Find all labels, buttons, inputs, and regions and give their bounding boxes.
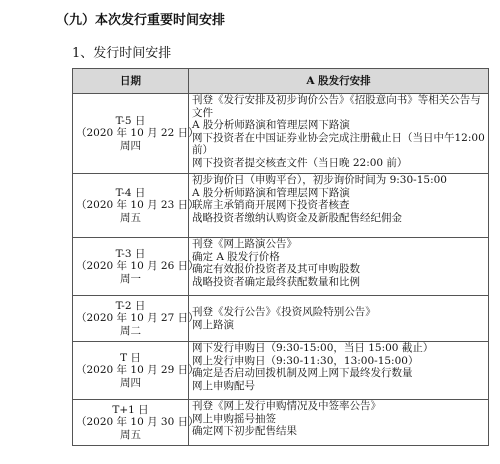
arrangement-item: 刊登《网上发行申购情况及中签率公告》 <box>192 400 381 412</box>
arrangement-item: 联席主承销商开展网下投资者核查 <box>192 199 350 212</box>
date-cell <box>73 174 199 238</box>
date-cell <box>73 400 199 446</box>
arrangement-item: 刊登《网上路演公告》 <box>192 238 297 250</box>
arrangement-item: 战略投资者缴纳认购资金及新股配售经纪佣金 <box>192 211 402 224</box>
weekday: 周一 <box>120 272 141 285</box>
table-row <box>73 238 489 296</box>
day-label: T 日 <box>120 351 141 364</box>
day-label: T-5 日 <box>115 114 146 127</box>
calendar-date: （2020 年 10 月 26 日） <box>76 260 199 273</box>
weekday: 周五 <box>120 211 141 224</box>
date-cell <box>73 94 199 174</box>
arrangement-item: 网下发行申购日（9:30-15:00，当日 15:00 截止） <box>192 342 434 354</box>
arrangement-item: A 股分析师路演和管理层网下路演 <box>192 119 350 132</box>
table-row <box>73 342 489 400</box>
calendar-date: （2020 年 10 月 30 日） <box>76 416 199 429</box>
date-cell <box>73 342 199 400</box>
arrangement-cell <box>189 296 489 342</box>
weekday: 周五 <box>120 428 141 441</box>
issuance-schedule-table <box>72 68 489 446</box>
weekday: 周四 <box>120 139 141 152</box>
arrangement-item: 战略投资者确定最终获配数量和比例 <box>192 275 360 288</box>
subsection-title: 1、发行时间安排 <box>72 46 172 61</box>
table-row <box>73 296 489 342</box>
arrangement-item: A 股分析师路演和管理层网下路演 <box>192 186 350 199</box>
table-row <box>73 174 489 238</box>
day-label: T-4 日 <box>115 186 146 199</box>
arrangement-item: 网上路演 <box>192 318 234 331</box>
arrangement-item: 刊登《发行安排及初步询价公告》《招股意向书》等相关公告与文件 <box>192 94 481 119</box>
weekday: 周二 <box>120 324 141 337</box>
date-cell <box>73 296 199 342</box>
arrangement-item: 确定有效报价投资者及其可申购股数 <box>192 263 360 276</box>
header-date: 日期 <box>73 69 189 94</box>
calendar-date: （2020 年 10 月 27 日） <box>76 312 199 325</box>
table-row <box>73 400 489 446</box>
header-arrangement: A 股发行安排 <box>189 69 489 94</box>
arrangement-cell <box>189 94 489 174</box>
arrangement-item: 网下投资者在中国证券业协会完成注册截止日（当日中午12:00 前） <box>192 131 485 157</box>
day-label: T-2 日 <box>115 299 146 312</box>
arrangement-cell <box>189 238 489 296</box>
calendar-date: （2020 年 10 月 22 日） <box>76 127 199 140</box>
date-cell <box>73 238 199 296</box>
calendar-date: （2020 年 10 月 29 日） <box>76 364 199 377</box>
arrangement-item: 网上申购摇号抽签 <box>192 412 276 425</box>
arrangement-cell <box>189 342 489 400</box>
arrangement-cell <box>189 400 489 446</box>
arrangement-item: 刊登《发行公告》《投资风险特别公告》 <box>192 305 376 318</box>
section-title: （九）本次发行重要时间安排 <box>56 13 226 28</box>
arrangement-item: 确定是否启动回拨机制及网上网下最终发行数量 <box>192 367 413 380</box>
calendar-date: （2020 年 10 月 23 日） <box>76 199 199 212</box>
arrangement-item: 初步询价日（申购平台），初步询价时间为 9:30-15:00 <box>192 174 447 186</box>
arrangement-item: 确定网下初步配售结果 <box>192 425 297 438</box>
weekday: 周四 <box>120 376 141 389</box>
table-row <box>73 94 489 174</box>
table-header-row <box>73 69 489 94</box>
arrangement-cell <box>189 174 489 238</box>
arrangement-item: 网下投资者提交核查文件（当日晚 22:00 前） <box>192 156 408 169</box>
arrangement-item: 网上申购配号 <box>192 379 255 392</box>
day-label: T-3 日 <box>115 247 146 260</box>
day-label: T+1 日 <box>112 403 149 416</box>
arrangement-item: 确定 A 股发行价格 <box>192 250 280 263</box>
arrangement-item: 网上发行申购日（9:30-11:30，13:00-15:00） <box>192 354 419 367</box>
